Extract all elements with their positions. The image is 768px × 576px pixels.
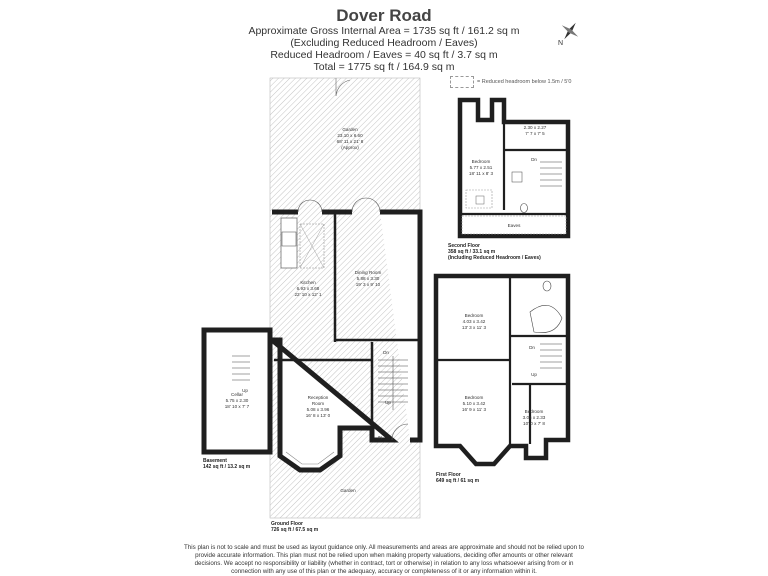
plan-label: 10' 0 x 7' 8 <box>523 421 545 426</box>
plan-label: 18' 10 x 7' 7 <box>224 404 250 409</box>
page-title: Dover Road <box>336 6 432 25</box>
plan-label: 5.77 x 2.51 <box>469 165 493 170</box>
cellar-walls <box>204 330 270 452</box>
plan-label: Dining Room <box>354 270 382 275</box>
plan-label: 13' 3 x 11' 3 <box>461 325 487 330</box>
plan-label: Dn <box>383 350 389 355</box>
plan-label: 22' 10 x 12' 1 <box>294 292 322 297</box>
plan-label: 5.10 x 3.42 <box>462 401 486 406</box>
plan-label: Up <box>242 388 248 393</box>
total-area-line: Total = 1775 sq ft / 164.9 sq m <box>313 61 455 73</box>
ground-floor-caption: Ground Floor 726 sq ft / 67.5 sq m <box>271 521 319 533</box>
plan-label: 23.10 x 6.60 <box>337 133 363 138</box>
plan-label: Bedroom <box>524 409 544 414</box>
basement-caption: Basement 142 sq ft / 13.2 sq m <box>203 458 251 470</box>
plan-label: 68' 11 x 21' 8 <box>336 139 364 144</box>
plan-label: Dn <box>529 345 535 350</box>
plan-label: Bedroom <box>464 395 484 400</box>
plan-label: Up <box>531 372 537 377</box>
plan-label: 5.08 x 3.96 <box>306 407 330 412</box>
plan-label: Garden <box>340 488 356 493</box>
plan-label: 2.30 x 2.27 <box>523 125 547 130</box>
plan-label: 5.88 x 3.30 <box>356 276 380 281</box>
first-floor-plan <box>436 276 568 464</box>
reduced-headroom-line: Reduced Headroom / Eaves = 40 sq ft / 3.7 sq m <box>270 49 498 61</box>
plan-label: 19' 3 x 9' 10 <box>355 282 381 287</box>
second-floor-caption: Second Floor 358 sq ft / 33.1 sq m (Including Reduced Headroom / Eaves) <box>448 243 541 261</box>
plan-label: Garden <box>342 127 358 132</box>
plan-label: Dn <box>531 157 537 162</box>
plan-label: (Approx) <box>341 145 359 150</box>
plan-label: Cellar <box>231 392 243 397</box>
kitchen-units <box>281 218 297 268</box>
compass-north-label: N <box>558 40 564 46</box>
plan-label: Eaves <box>507 223 521 228</box>
plan-label: Up <box>385 400 391 405</box>
plan-label: Bedroom <box>464 313 484 318</box>
excluding-note-line: (Excluding Reduced Headroom / Eaves) <box>290 37 478 49</box>
plan-label: 16' 8 x 13' 0 <box>305 413 331 418</box>
first-floor-walls <box>436 276 568 464</box>
plan-label: Room <box>311 401 325 406</box>
plan-label: Bedroom <box>471 159 491 164</box>
plan-label: 7' 7 x 7' 5 <box>525 131 545 136</box>
legend-label: = Reduced headroom below 1.5m / 5'0 <box>477 79 572 85</box>
plan-label: 6.93 x 3.68 <box>296 286 320 291</box>
basement-plan <box>204 330 270 452</box>
plan-label: IN <box>377 435 383 440</box>
plan-label: 4.03 x 3.42 <box>462 319 486 324</box>
plan-label: Reception <box>307 395 329 400</box>
gross-area-line: Approximate Gross Internal Area = 1735 sq ft / 161.2 sq m <box>248 25 520 37</box>
plan-label: 16' 9 x 11' 3 <box>461 407 487 412</box>
first-floor-caption: First Floor 649 sq ft / 61 sq m <box>436 472 480 484</box>
plan-label: Kitchen <box>300 280 316 285</box>
plan-label: 18' 11 x 8' 3 <box>468 171 494 176</box>
plan-label: 5.75 x 2.30 <box>225 398 249 403</box>
plan-label: 3.05 x 2.33 <box>522 415 546 420</box>
ground-floor-plan <box>270 78 420 518</box>
disclaimer: This plan is not to scale and must be used as layout guidance only. All measurements and areas are approximate and should not be relied upon to provide accurate information. This plan must not be relied upon when making property valuations, deciding offer amounts or other relevant decisions. We accept no responsibility or liability (whether in contract, tort or otherwise) in relation to any loss whatsoever arising from or in connection with any use of this plan or the adequacy, accuracy or completeness of it or any information within it. <box>184 544 584 576</box>
